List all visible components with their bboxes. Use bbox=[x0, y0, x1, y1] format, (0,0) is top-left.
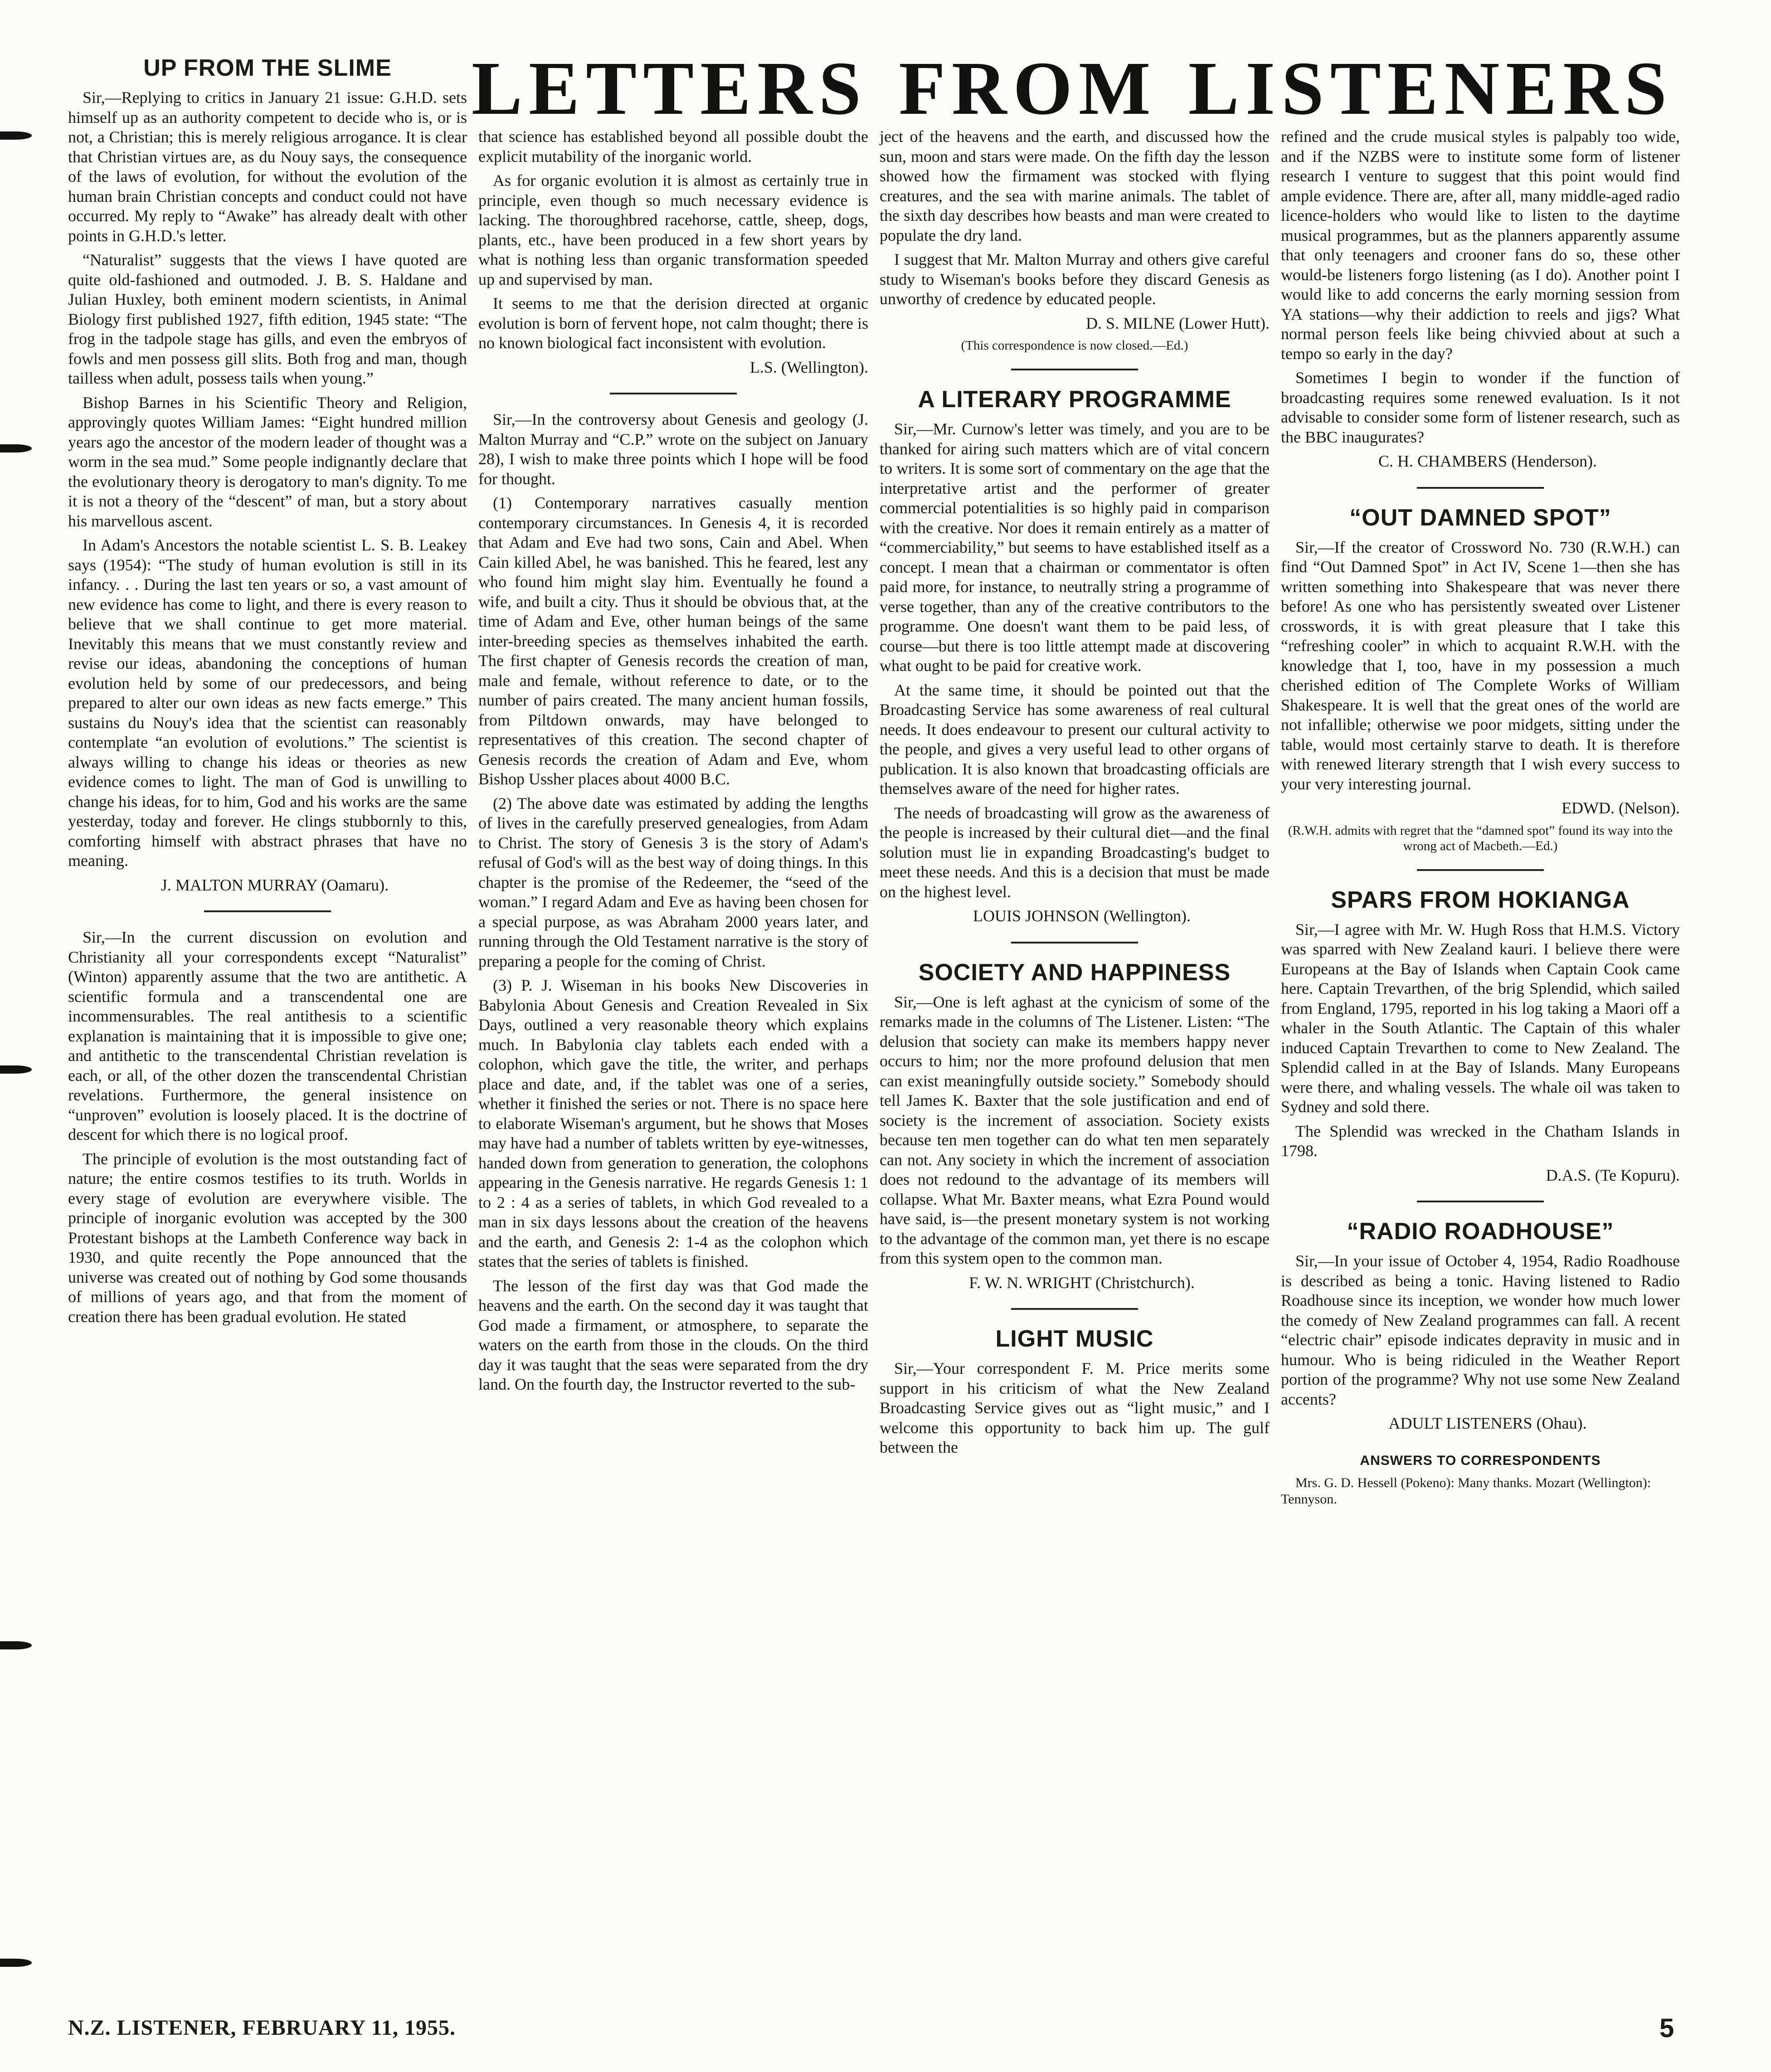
section-heading: UP FROM THE SLIME bbox=[143, 55, 392, 81]
letter-paragraph: Sir,—One is left aghast at the cynicism of some of the remarks made in the columns of The Listener. Listen: “The delusion that society can make its members happy never occurs to him; nor the more profound delusion that men can exist meaningfully outside society.” Somebody should tell James K. Baxter that the sole justification and end of society is the increment of association. Society exists because ten men together can do what ten men separately can not. Any society in which the increment of association does not redound to the advantage of its members will collapse. What Mr. Baxter means, what Ezra Pound would have said, is—the present monetary system is not working to the advantage of the common man, yet there is no escape from this system open to the common man. bbox=[880, 992, 1270, 1267]
divider-rule bbox=[1011, 369, 1138, 370]
letter-paragraph: (3) P. J. Wiseman in his books New Discoveries in Babylonia About Genesis and Creation Revealed in Six Days, outlined a very reasonable theory which explains much. In Babylonia clay tablets each ended with a colophon, which gave the title, the writer, and perhaps place and date, and, if the tablet was one of a series, whether it finished the series or not. There is no space here to elaborate Wiseman's argument, but he shows that Moses may have had a number of tablets written by eye-witnesses, handed down from generation to generation, the colophons appearing in the Genesis narrative. He regards Genesis 1: 1 to 2 : 4 as a series of tablets, in which God revealed to a man in six days lessons about the creation of the heavens and the earth, and Genesis 2: 1-4 as the colophon which states that the series of tablets is finished. bbox=[478, 976, 868, 1270]
answers-heading: ANSWERS TO CORRESPONDENTS bbox=[1360, 1453, 1601, 1468]
divider-rule bbox=[204, 910, 331, 912]
letter-paragraph: Bishop Barnes in his Scientific Theory and Religion, approvingly quotes William James: “Eight hundred million years ago the ancestor of the modern leader of thought was a worm in the sea mud.” Some people indignantly declare that the evolutionary theory is derogatory to man's dignity. To me it is not a theory of the “descent” of man, but a story about his marvellous ascent. bbox=[68, 393, 467, 530]
letter-paragraph: Sir,—In the current discussion on evolution and Christianity all your correspondents except “Naturalist” (Winton) apparently assume that the two are antithetic. A scientific formula and a transcendental one are incommensurables. The real antithesis to a scientific explanation is maintaining that it is impossible to give one; and antithetic to the transcendental Christian revelation is each, or all, of the other dozen the transcendental Christian revelations. Furthermore, the general insistence on “unproven” evolution is loosely placed. It is the doctrine of descent for which there is no logical proof. bbox=[68, 928, 467, 1143]
letter-paragraph: ject of the heavens and the earth, and discussed how the sun, moon and stars were made. On the fifth day the lesson showed how the firmament was stocked with flying creatures, and the sea with marine animals. The tablet of the sixth day describes how beasts and man were created to populate the dry land. bbox=[880, 127, 1270, 244]
letter-paragraph: (1) Contemporary narratives casually mention contemporary circumstances. In Genesis 4, it is recorded that Adam and Eve had two sons, Cain and Abel. When Cain killed Abel, he was banished. This he feared, lest any who found him might slay him. Eventually he found a wife, and built a city. Thus it should be obvious that, at the time of Adam and Eve, other human beings of the same inter-breeding species as themselves inhabited the earth. The first chapter of Genesis records the creation of man, male and female, without reference to date, or to the number of pairs created. The many ancient human fossils, from Piltdown onwards, may have belonged to representatives of this creation. The second chapter of Genesis records the creation of Adam and Eve, whom Bishop Ussher places about 4000 B.C. bbox=[478, 494, 868, 788]
editor-note: (R.W.H. admits with regret that the “damned spot” found its way into the wrong act of Macbeth.—Ed.) bbox=[1288, 823, 1673, 853]
binding-mark bbox=[0, 131, 32, 140]
letter-signature: D.A.S. (Te Kopuru). bbox=[1546, 1166, 1680, 1184]
divider-rule bbox=[610, 393, 737, 394]
letter-signature: F. W. N. WRIGHT (Christchurch). bbox=[969, 1273, 1195, 1292]
letter-paragraph: Sir,—In the controversy about Genesis and geology (J. Malton Murray and “C.P.” wrote on the subject on January 28), I wish to make three points which I hope will be food for thought. bbox=[478, 410, 868, 488]
letter-paragraph: I suggest that Mr. Malton Murray and others give careful study to Wiseman's books before they discard Genesis as unworthy of credence by educated people. bbox=[880, 250, 1270, 308]
column-4 bbox=[1281, 127, 1680, 1512]
letter-paragraph: It seems to me that the derision directed at organic evolution is born of fervent hope, not calm thought; there is no known biological fact inconsistent with evolution. bbox=[478, 294, 868, 352]
section-heading: LIGHT MUSIC bbox=[995, 1326, 1154, 1352]
divider-rule bbox=[1011, 942, 1138, 944]
masthead-word: LISTENERS bbox=[1188, 46, 1673, 131]
binding-mark bbox=[0, 1065, 32, 1074]
letter-signature: LOUIS JOHNSON (Wellington). bbox=[973, 907, 1191, 925]
letter-paragraph: Sir,—Mr. Curnow's letter was timely, and you are to be thanked for airing such matters which are of vital concern to writers. It is some sort of commentary on the age that the interpretative artist and the performer of greater commercial potentialities is so highly paid in comparison with the creative. Nor does it remain entirely as a matter of “commerciability,” but seems to have established itself as a concept. I mean that a chairman or commentator is often paid more, for instance, to neutrally string a programme of verse together, than any of the creative contributors to the programme. One doesn't want them to be paid less, of course—but there is too little attempt made at discovering what ought to be paid for creative work. bbox=[880, 420, 1270, 675]
divider-rule bbox=[1417, 487, 1544, 489]
letter-paragraph: The Splendid was wrecked in the Chatham Islands in 1798. bbox=[1281, 1122, 1680, 1160]
masthead-word: LETTERS bbox=[472, 46, 868, 131]
letter-paragraph: The needs of broadcasting will grow as the awareness of the people is increased by their cultural diet—and the final solution must lie in expanding Broadcasting's budget to meet these needs. And this is a decision that must be made on the highest level. bbox=[880, 803, 1270, 901]
letter-signature: C. H. CHAMBERS (Henderson). bbox=[1378, 452, 1597, 470]
masthead-word: FROM bbox=[899, 46, 1157, 131]
divider-rule bbox=[1417, 1201, 1544, 1202]
divider-rule bbox=[1011, 1308, 1138, 1310]
letter-paragraph: Sir,—If the creator of Crossword No. 730 (R.W.H.) can find “Out Damned Spot” in Act IV, Scene 1—then she has written something into Shakespeare that was never there before! As one who has persistently sweated over Listener crosswords, it is with great pleasure that I take this “refreshing cooler” in which to acquaint R.W.H. with the knowledge that I, too, have in my possession a much cherished edition of The Complete Works of William Shakespeare. It is well that the great ones of the world are not infallible; otherwise we poor midgets, sitting under the table, would most certainly starve to death. It is therefore with renewed literary strength that I wish every success to your very interesting journal. bbox=[1281, 538, 1680, 793]
letter-paragraph: Sir,—Replying to critics in January 21 issue: G.H.D. sets himself up as an authority competent to decide who is, or is not, a Christian; this is merely religious arrogance. It is clear that Christian virtues are, as du Nouy says, the consequence of the laws of evolution, for without the evolution of the human brain Christian concepts and conduct could not have occurred. My reply to “Awake” has already dealt with other points in G.H.D.'s letter. bbox=[68, 88, 467, 245]
letter-signature: ADULT LISTENERS (Ohau). bbox=[1388, 1414, 1587, 1432]
section-heading: “OUT DAMNED SPOT” bbox=[1349, 504, 1611, 531]
letter-paragraph: (2) The above date was estimated by adding the lengths of lives in the carefully preserved genealogies, from Adam to Christ. The story of Genesis 3 is the story of Adam's refusal of God's will as the best way of doing things. In this chapter is the promise of the Redeemer, the “seed of the woman.” I regard Adam and Eve as having been chosen for a special purpose, as was Abraham 2000 years later, and running through the Old Testament narrative is the story of preparing a people for the coming of Christ. bbox=[478, 794, 868, 970]
letter-paragraph: refined and the crude musical styles is palpably too wide, and if the NZBS were to institute some form of listener research I venture to suggest that this point would find ample evidence. There are, after all, many middle-aged radio licence-holders who would like to listen to the daytime musical programmes, but as the planners apparently assume that only teenagers and crooner fans do so, these other would-be listeners forgo listening (as I do). Another point I would like to add concerns the early morning session from YA stations—why their addiction to reels and jigs? What normal person feels like being chivvied about at such a tempo so early in the day? bbox=[1281, 127, 1680, 363]
section-heading: SOCIETY AND HAPPINESS bbox=[918, 959, 1231, 986]
letter-paragraph: that science has established beyond all possible doubt the explicit mutability of the inorganic world. bbox=[478, 127, 868, 165]
letter-paragraph: “Naturalist” suggests that the views I have quoted are quite old-fashioned and outmoded. J. B. S. Haldane and Julian Huxley, both eminent modern scientists, in Animal Biology first published 1927, fifth edition, 1945 state: “The frog in the tadpole stage has gills, and even the embryos of fowls and men possess gill slits. Both frog and man, though tailless when adult, possess tails when young.” bbox=[68, 251, 467, 387]
binding-mark bbox=[0, 1959, 32, 1967]
section-heading: SPARS FROM HOKIANGA bbox=[1331, 886, 1630, 913]
letter-signature: J. MALTON MURRAY (Oamaru). bbox=[161, 875, 389, 894]
letter-signature: EDWD. (Nelson). bbox=[1562, 799, 1680, 817]
section-heading: “RADIO ROADHOUSE” bbox=[1347, 1218, 1614, 1245]
binding-mark bbox=[0, 444, 32, 452]
letter-signature: L.S. (Wellington). bbox=[749, 358, 868, 376]
column-1 bbox=[68, 54, 467, 1331]
section-heading: A LITERARY PROGRAMME bbox=[918, 386, 1231, 413]
letter-paragraph: Sir,—Your correspondent F. M. Price merits some support in his criticism of what the New Zealand Broadcasting Service gives out as “light music,” and I welcome this opportunity to back him up. The gulf between the bbox=[880, 1359, 1270, 1456]
letter-paragraph: Sometimes I begin to wonder if the function of broadcasting requires some renewed evaluation. Is it not advisable to consider some form of listener research, such as the BBC inaugurates? bbox=[1281, 369, 1680, 446]
letter-paragraph: At the same time, it should be pointed out that the Broadcasting Service has some awareness of real cultural needs. It does endeavour to present our cultural activity to the people, and gives a very useful lead to other organs of publication. It is also known that broadcasting officials are themselves aware of the need for higher rates. bbox=[880, 681, 1270, 798]
letter-signature: D. S. MILNE (Lower Hutt). bbox=[1086, 314, 1270, 332]
letter-paragraph: Sir,—I agree with Mr. W. Hugh Ross that H.M.S. Victory was sparred with New Zealand kauri. I believe there were Europeans at the Bay of Islands when Captain Cook came here. Captain Trevarthen, of the brig Splendid, which sailed from England, 1795, reported in his log taking a Maori off a whaler in the South Atlantic. The Captain of this whaler induced Captain Trevarthen to come to New Zealand. The Splendid called in at the Bay of Islands. Many Europeans were there, and whaling vessels. The whale oil was taken to Sydney and sold there. bbox=[1281, 920, 1680, 1116]
letter-paragraph: In Adam's Ancestors the notable scientist L. S. B. Leakey says (1954): “The study of human evolution is still in its infancy. . . During the last ten years or so, a vast amount of new evidence has come to light, and there is every reason to believe that we shall continue to get more material. Inevitably this means that we must constantly review and revise our ideas, abandoning the conceptions of human evolution held by some of our predecessors, and being prepared to alter our own ideas as new facts emerge.” This sustains du Nouy's idea that the scientist can reasonably contemplate “an evolution of evolutions.” The scientist is always willing to change his ideas or theories as new evidence comes to light. The man of God is unwilling to change his ideas, for to him, God and his works are the same yesterday, today and forever. He clings stubbornly to this, comforting himself with abstract phrases that have no meaning. bbox=[68, 536, 467, 870]
column-2 bbox=[478, 127, 868, 1399]
publication-footer: N.Z. LISTENER, FEBRUARY 11, 1955. bbox=[68, 2016, 456, 2040]
divider-rule bbox=[1417, 869, 1544, 871]
column-3 bbox=[880, 127, 1270, 1462]
letter-paragraph: The principle of evolution is the most outstanding fact of nature; the entire cosmos testifies to its truth. Worlds in every stage of evolution are everywhere visible. The principle of inorganic evolution was accepted by the 300 Protestant bishops at the Lambeth Conference way back in 1930, and quite recently the Pope announced that the universe was created out of nothing by God some thousands of millions of years ago, and that from the moment of creation there has been gradual evolution. He stated bbox=[68, 1149, 467, 1326]
binding-mark bbox=[0, 1641, 32, 1649]
letter-paragraph: The lesson of the first day was that God made the heavens and the earth. On the second day it was taught that God made a firmament, or atmosphere, to separate the waters on the earth from those in the clouds. On the third day it was taught that the seas were separated from the dry land. On the fourth day, the Instructor reverted to the sub- bbox=[478, 1276, 868, 1393]
letter-paragraph: As for organic evolution it is almost as certainly true in principle, even though so much necessary evidence is lacking. The thoroughbred racehorse, cattle, sheep, dogs, plants, etc., have been produced in a few short years by what is nothing less than organic transformation speeded up and supervised by man. bbox=[478, 171, 868, 288]
answers-text: Mrs. G. D. Hessell (Pokeno): Many thanks. Mozart (Wellington): Tennyson. bbox=[1281, 1475, 1651, 1507]
editor-note: (This correspondence is now closed.—Ed.) bbox=[961, 338, 1188, 353]
letter-paragraph: Sir,—In your issue of October 4, 1954, Radio Roadhouse is described as being a tonic. Having listened to Radio Roadhouse since its inception, we wonder how much lower the comedy of New Zealand programmes can fall. A recent “electric chair” episode indicates depravity in music and in humour. Who is being ridiculed in the Weather Report portion of the programme? Why not use some New Zealand accents? bbox=[1281, 1252, 1680, 1408]
page-number: 5 bbox=[1659, 2014, 1674, 2043]
